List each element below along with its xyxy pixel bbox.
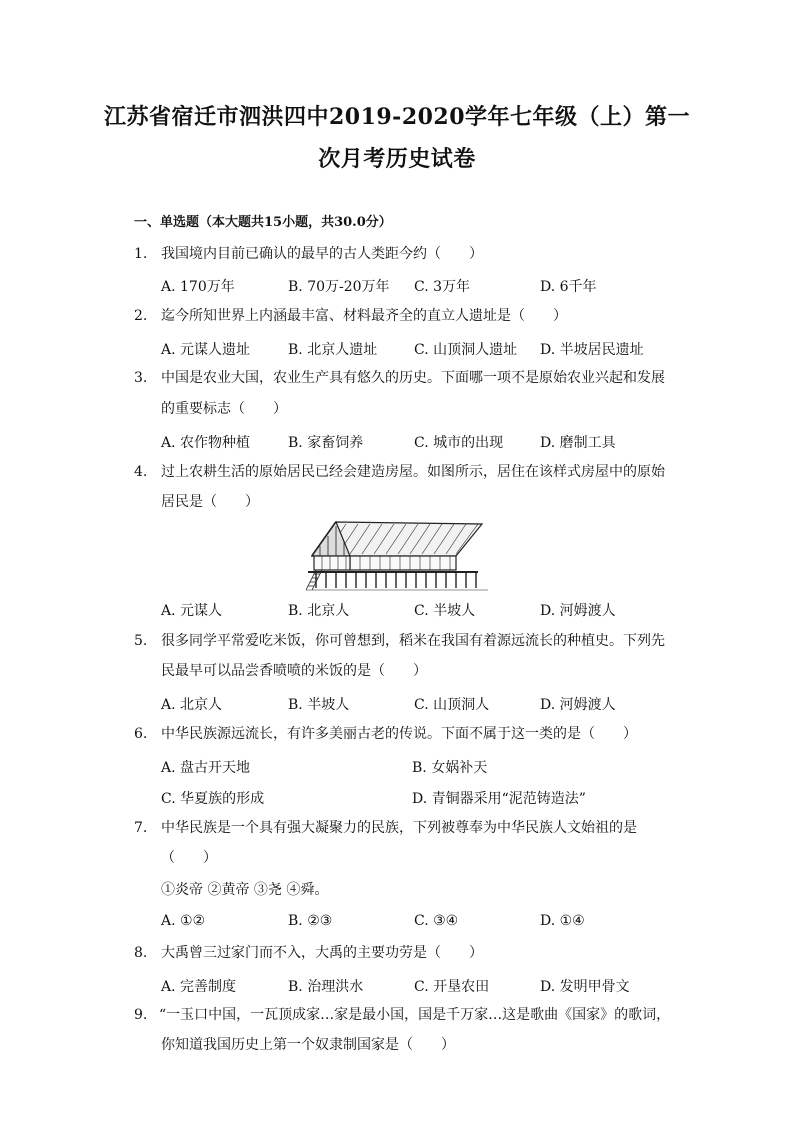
- option-d: D. 半坡居民遗址: [540, 342, 644, 358]
- option-c: C. ③④: [414, 913, 459, 929]
- exam-title-line2: 次月考历史试卷: [318, 146, 476, 172]
- option-d: D. 6千年: [540, 279, 597, 295]
- question-stem-cont: 居民是（ ）: [161, 494, 259, 510]
- option-a: A. 盘古开天地: [161, 760, 251, 776]
- question-number: 6.: [134, 726, 148, 742]
- option-b: B. 女娲补天: [412, 760, 488, 776]
- question-number: 5.: [134, 633, 148, 649]
- option-b: B. 半坡人: [288, 697, 350, 713]
- option-c: C. 山顶洞人: [414, 697, 490, 713]
- option-b: B. 北京人遗址: [288, 342, 378, 358]
- option-c: C. 3万年: [414, 279, 471, 295]
- option-b: B. 北京人: [288, 603, 350, 619]
- option-b: B. 家畜饲养: [288, 435, 364, 451]
- option-d: D. 磨制工具: [540, 435, 616, 451]
- option-a: A. ①②: [161, 913, 206, 929]
- option-a: A. 元谋人: [161, 603, 223, 619]
- question-stem: 很多同学平常爱吃米饭，你可曾想到，稻米在我国有着源远流长的种植史。下列先: [161, 633, 665, 649]
- option-d: D. ①④: [540, 913, 585, 929]
- question-stem-cont: ①炎帝 ②黄帝 ③尧 ④舜。: [161, 882, 329, 898]
- question-stem: 中华民族源远流长，有许多美丽古老的传说。下面不属于这一类的是（ ）: [161, 726, 637, 742]
- question-number: 2.: [134, 308, 148, 324]
- question-stem-cont: 你知道我国历史上第一个奴隶制国家是（ ）: [161, 1037, 455, 1053]
- option-d: D. 河姆渡人: [540, 697, 616, 713]
- question-stem: 大禹曾三过家门而不入，大禹的主要功劳是（ ）: [161, 945, 483, 961]
- question-stem-cont: 的重要标志（ ）: [161, 401, 287, 417]
- option-a: A. 农作物种植: [161, 435, 251, 451]
- question-stem-cont: （ ）: [161, 850, 217, 866]
- question-stem: 中国是农业大国，农业生产具有悠久的历史。下面哪一项不是原始农业兴起和发展: [161, 370, 665, 386]
- stilt-house-illustration: [306, 516, 488, 592]
- question-stem: “一玉口中国，一瓦顶成家…家是最小国，国是千万家…这是歌曲《国家》的歌词，: [159, 1007, 671, 1023]
- option-a: A. 北京人: [161, 697, 223, 713]
- question-stem: 过上农耕生活的原始居民已经会建造房屋。如图所示，居住在该样式房屋中的原始: [161, 464, 665, 480]
- question-number: 8.: [134, 945, 148, 961]
- question-number: 7.: [134, 820, 148, 836]
- section-heading: 一、单选题（本大题共15小题，共30.0分）: [134, 215, 392, 230]
- option-a: A. 170万年: [161, 279, 235, 295]
- option-a: A. 元谋人遗址: [161, 342, 251, 358]
- option-c: C. 山顶洞人遗址: [414, 342, 518, 358]
- option-c: C. 半坡人: [414, 603, 476, 619]
- question-stem: 中华民族是一个具有强大凝聚力的民族，下列被尊奉为中华民族人文始祖的是: [161, 820, 637, 836]
- question-stem: 迄今所知世界上内涵最丰富、材料最齐全的直立人遗址是（ ）: [161, 308, 567, 324]
- option-d: D. 青铜器采用“泥范铸造法”: [412, 791, 586, 807]
- option-c: C. 华夏族的形成: [161, 791, 265, 807]
- option-b: B. ②③: [288, 913, 333, 929]
- exam-title-line1: 江苏省宿迁市泗洪四中2019-2020学年七年级（上）第一: [103, 104, 691, 130]
- option-b: B. 治理洪水: [288, 979, 364, 995]
- option-c: C. 城市的出现: [414, 435, 504, 451]
- question-stem-cont: 民最早可以品尝香喷喷的米饭的是（ ）: [161, 663, 427, 679]
- question-number: 3.: [134, 370, 148, 386]
- question-number: 4.: [134, 464, 148, 480]
- option-d: D. 发明甲骨文: [540, 979, 630, 995]
- option-d: D. 河姆渡人: [540, 603, 616, 619]
- option-b: B. 70万-20万年: [288, 279, 390, 295]
- question-number: 9.: [134, 1007, 148, 1023]
- option-a: A. 完善制度: [161, 979, 237, 995]
- question-number: 1.: [134, 246, 148, 262]
- question-stem: 我国境内目前已确认的最早的古人类距今约（ ）: [161, 246, 483, 262]
- option-c: C. 开垦农田: [414, 979, 490, 995]
